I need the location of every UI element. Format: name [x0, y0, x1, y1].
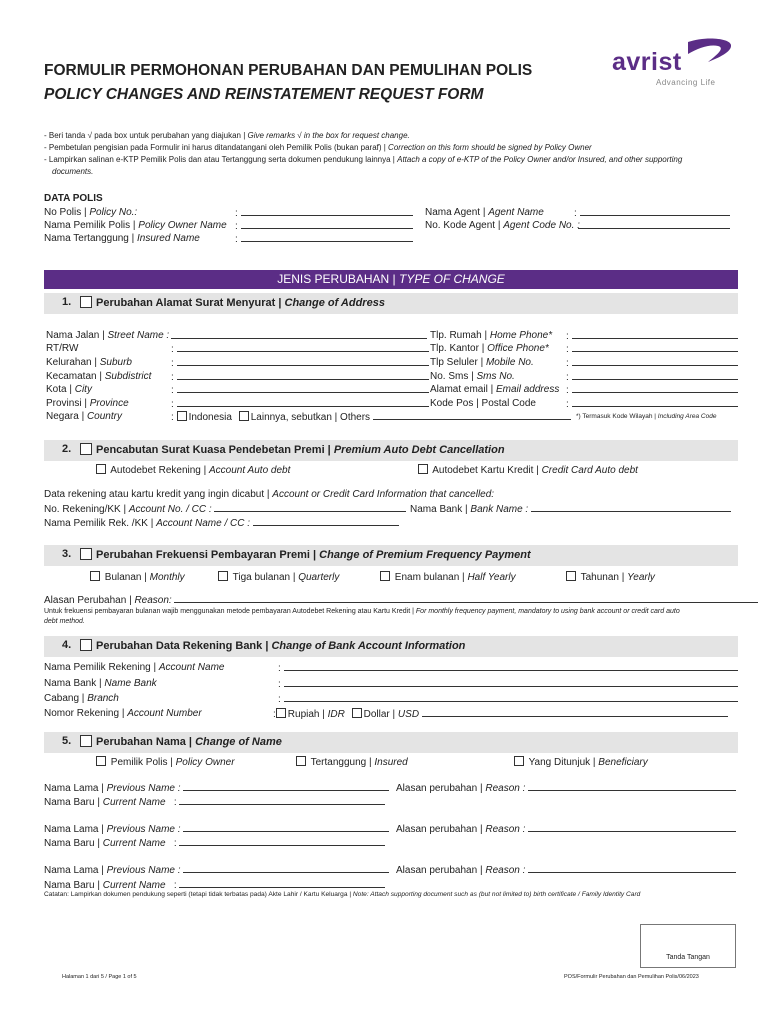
quarterly-checkbox[interactable] — [218, 571, 228, 581]
section-5-header: 5. Perubahan Nama | Change of Name — [44, 732, 738, 753]
form-title-id: FORMULIR PERMOHONAN PERUBAHAN DAN PEMULIHAN POLIS — [44, 62, 533, 79]
previous-name-field-2[interactable] — [183, 823, 389, 832]
branch-field[interactable]: : — [278, 693, 738, 705]
avrist-logo — [610, 36, 735, 88]
province-label: Provinsi | Province — [46, 398, 129, 409]
subdistrict-field[interactable]: : — [171, 371, 429, 383]
current-name-field-1[interactable] — [179, 796, 385, 805]
current-name-field-3[interactable] — [179, 879, 385, 888]
name-reason-row-3: Alasan perubahan | Reason : — [396, 864, 736, 876]
subdistrict-label: Kecamatan | Subdistrict — [46, 371, 152, 382]
others-country-field[interactable] — [373, 411, 571, 420]
home-phone-label: Tlp. Rumah | Home Phone* — [430, 330, 553, 341]
city-field[interactable]: : — [171, 384, 429, 396]
bank-name-label: Nama Bank | Name Bank — [44, 678, 157, 689]
instruction-3-cont: documents. — [52, 167, 94, 176]
name-reason-row-1: Alasan perubahan | Reason : — [396, 782, 736, 794]
policy-no-label: No Polis | Policy No.: — [44, 207, 138, 218]
office-phone-label: Tlp. Kantor | Office Phone* — [430, 343, 549, 354]
current-name-field-2[interactable] — [179, 837, 385, 846]
agent-name-label: Nama Agent | Agent Name — [425, 207, 544, 218]
previous-name-field-1[interactable] — [183, 782, 389, 791]
yearly-checkbox[interactable] — [566, 571, 576, 581]
half-yearly-checkbox[interactable] — [380, 571, 390, 581]
section-2-checkbox[interactable] — [80, 443, 92, 455]
monthly-payment-note-cont: debt method. — [44, 618, 85, 625]
data-polis-heading: DATA POLIS — [44, 193, 103, 204]
bank-account-name-label: Nama Pemilik Rekening | Account Name — [44, 662, 225, 673]
cc-autodebt-option[interactable]: Autodebet Kartu Kredit | Credit Card Auto debt — [418, 464, 638, 476]
page-number: Halaman 1 dari 5 / Page 1 of 5 — [62, 974, 137, 980]
agent-code-label: No. Kode Agent | Agent Code No. : — [425, 220, 580, 231]
office-phone-field[interactable]: : — [566, 343, 738, 355]
bank-name-field[interactable] — [531, 503, 731, 512]
province-field[interactable]: : — [171, 398, 429, 410]
policy-owner-option[interactable]: Pemilik Polis | Policy Owner — [96, 756, 235, 768]
bank-name-field-4[interactable]: : — [278, 678, 738, 690]
frequency-reason-row: Alasan Perubahan | Reason: — [44, 594, 758, 606]
street-label: Nama Jalan | Street Name : — [46, 330, 170, 341]
section-1-checkbox[interactable] — [80, 296, 92, 308]
account-info-heading: Data rekening atau kartu kredit yang ingin dicabut | Account or Credit Card Information that cancelled: — [44, 489, 495, 500]
bank-account-name-field[interactable]: : — [278, 662, 738, 674]
account-name-field[interactable] — [253, 517, 399, 526]
mobile-label: Tlp Seluler | Mobile No. — [430, 357, 534, 368]
account-name-row: Nama Pemilik Rek. /KK | Account Name / CC : — [44, 517, 399, 529]
current-name-row-2: Nama Baru | Current Name : — [44, 837, 385, 849]
suburb-label: Kelurahan | Suburb — [46, 357, 132, 368]
city-label: Kota | City — [46, 384, 92, 395]
agent-code-field[interactable] — [578, 220, 730, 232]
instruction-1: - Beri tanda √ pada box untuk perubahan yang diajukan | Give remarks √ in the box for request change. — [44, 131, 410, 140]
section-5-checkbox[interactable] — [80, 735, 92, 747]
sms-field[interactable]: : — [566, 371, 738, 383]
name-reason-field-3[interactable] — [528, 864, 736, 873]
monthly-option[interactable]: Bulanan | Monthly — [90, 571, 185, 583]
half-yearly-option[interactable]: Enam bulanan | Half Yearly — [380, 571, 516, 583]
branch-label: Cabang | Branch — [44, 693, 119, 704]
name-reason-row-2: Alasan perubahan | Reason : — [396, 823, 736, 835]
previous-name-row-2: Nama Lama | Previous Name : — [44, 823, 389, 835]
account-number-field[interactable] — [422, 708, 728, 717]
section-3-checkbox[interactable] — [80, 548, 92, 560]
insured-checkbox[interactable] — [296, 756, 306, 766]
current-name-row-1: Nama Baru | Current Name : — [44, 796, 385, 808]
logo-text: avrist — [612, 48, 682, 76]
section-3-header: 3. Perubahan Frekuensi Pembayaran Premi | Change of Premium Frequency Payment — [44, 545, 738, 566]
frequency-reason-field[interactable] — [174, 594, 758, 603]
monthly-checkbox[interactable] — [90, 571, 100, 581]
insured-option[interactable]: Tertanggung | Insured — [296, 756, 408, 768]
instruction-2: - Pembetulan pengisian pada Formulir ini harus ditandatangani oleh Pemilik Polis (bukan paraf) | Correction on this form should be signed by Policy Owner — [44, 143, 592, 152]
section-1-header: 1. Perubahan Alamat Surat Menyurat | Change of Address — [44, 293, 738, 314]
policy-no-field[interactable]: : — [235, 207, 413, 219]
previous-name-field-3[interactable] — [183, 864, 389, 873]
previous-name-row-1: Nama Lama | Previous Name : — [44, 782, 389, 794]
sms-label: No. Sms | Sms No. — [430, 371, 515, 382]
indonesia-checkbox[interactable] — [177, 411, 187, 421]
supporting-doc-note: Catatan: Lampirkan dokumen pendukung seperti (tetapi tidak terbatas pada) Akte Lahir / Kartu Keluarga | Note: Attach supporting document such as (but not limited to) birth certificate / Family Identity Card — [44, 891, 641, 898]
usd-checkbox[interactable] — [352, 708, 362, 718]
bank-name-row: Nama Bank | Bank Name : — [410, 503, 731, 515]
logo-tagline: Advancing Life — [656, 78, 716, 87]
country-label: Negara | Country — [46, 411, 122, 422]
beneficiary-checkbox[interactable] — [514, 756, 524, 766]
quarterly-option[interactable]: Tiga bulanan | Quarterly — [218, 571, 339, 583]
idr-checkbox[interactable] — [276, 708, 286, 718]
beneficiary-option[interactable]: Yang Ditunjuk | Beneficiary — [514, 756, 648, 768]
mobile-field[interactable]: : — [566, 357, 738, 369]
insured-name-field[interactable]: : — [235, 233, 413, 245]
account-autodebt-checkbox[interactable] — [96, 464, 106, 474]
email-field[interactable]: : — [566, 384, 738, 396]
suburb-field[interactable]: : — [171, 357, 429, 369]
agent-name-field[interactable]: : — [574, 207, 730, 219]
country-field: : Indonesia Lainnya, sebutkan | Others — [171, 411, 571, 423]
current-name-row-3: Nama Baru | Current Name : — [44, 879, 385, 891]
account-autodebt-option[interactable]: Autodebet Rekening | Account Auto debt — [96, 464, 290, 476]
section-4-checkbox[interactable] — [80, 639, 92, 651]
form-code: POS/Formulir Perubahan dan Pemulihan Polis/06/2023 — [564, 974, 699, 980]
home-phone-field[interactable]: : — [566, 330, 738, 342]
previous-name-row-3: Nama Lama | Previous Name : — [44, 864, 389, 876]
email-label: Alamat email | Email address — [430, 384, 560, 395]
signature-label: Tanda Tangan — [666, 954, 710, 961]
type-of-change-band: JENIS PERUBAHAN | TYPE OF CHANGE — [44, 270, 738, 289]
street-field[interactable] — [171, 330, 427, 342]
account-number-label: Nomor Rekening | Account Number — [44, 708, 202, 719]
policy-owner-checkbox[interactable] — [96, 756, 106, 766]
account-no-field[interactable] — [214, 503, 406, 512]
instruction-3: - Lampirkan salinan e-KTP Pemilik Polis dan atau Tertanggung serta dokumen pendukung lainnya | Attach a copy of e-KTP of the Policy Owner and/or Insured, and other supporting — [44, 155, 683, 164]
rtrw-label: RT/RW — [46, 343, 79, 354]
postal-code-field[interactable]: : — [566, 398, 738, 410]
account-no-row: No. Rekening/KK | Account No. / CC : — [44, 503, 406, 515]
account-number-row: : Rupiah | IDR Dollar | USD — [273, 708, 728, 720]
rtrw-field[interactable]: : — [171, 343, 429, 355]
policy-owner-field[interactable]: : — [235, 220, 413, 232]
area-code-note: *) Termasuk Kode Wilayah | Including Area Code — [576, 413, 717, 420]
signature-box[interactable] — [640, 924, 736, 968]
yearly-option[interactable]: Tahunan | Yearly — [566, 571, 655, 583]
others-country-checkbox[interactable] — [239, 411, 249, 421]
monthly-payment-note: Untuk frekuensi pembayaran bulanan wajib menggunakan metode pembayaran Autodebet Rekening atau Kartu Kredit | For monthly frequency payment, mandatory to using bank account or credit card auto — [44, 608, 680, 615]
insured-name-label: Nama Tertanggung | Insured Name — [44, 233, 200, 244]
section-2-header: 2. Pencabutan Surat Kuasa Pendebetan Premi | Premium Auto Debt Cancellation — [44, 440, 738, 461]
name-reason-field-2[interactable] — [528, 823, 736, 832]
postal-code-label: Kode Pos | Postal Code — [430, 398, 536, 409]
cc-autodebt-checkbox[interactable] — [418, 464, 428, 474]
policy-owner-label: Nama Pemilik Polis | Policy Owner Name — [44, 220, 227, 231]
section-4-header: 4. Perubahan Data Rekening Bank | Change of Bank Account Information — [44, 636, 738, 657]
name-reason-field-1[interactable] — [528, 782, 736, 791]
form-title-en: POLICY CHANGES AND REINSTATEMENT REQUEST FORM — [44, 86, 484, 103]
